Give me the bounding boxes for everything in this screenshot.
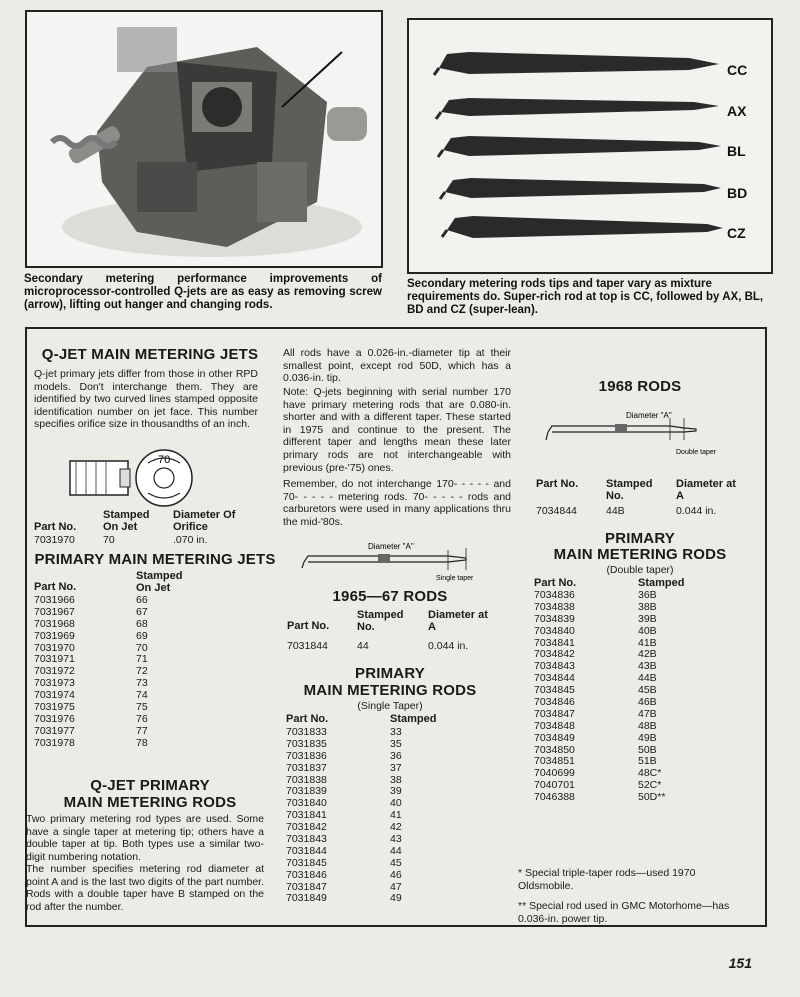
jet-face-number: 70 [158,454,171,466]
primary-jet-partno: 7031976 [34,712,75,725]
middle-p2: Note: Q-jets beginning with serial number 170 have primary metering rods that are 0.080-in. shorter and with a different taper. These started in 1975 and continue to the present. The different taper and lengths mean these later primary rods are not interchangeable with previous (pre-'75) ones. [283,386,511,474]
double-rod-partno: 7034845 [534,684,575,697]
double-rod-stamped: 47B [638,707,657,720]
carburetor-photo [25,10,383,268]
primary-jet-partno: 7031971 [34,653,75,666]
table-row [286,893,486,905]
primary-jets-title: PRIMARY MAIN METERING JETS [34,551,276,568]
double-diagram-diameter-label: Diameter "A" [626,411,672,420]
single-rods-table [286,727,486,905]
single-taper-rod-diagram [298,540,488,584]
single-rod-partno: 7031841 [286,809,327,822]
qjet-rods-title2: MAIN METERING RODS [63,794,237,811]
single-rod-partno: 7031849 [286,892,327,905]
table-row [34,631,234,643]
primary-jets-header-stamped: Stamped On Jet [136,570,183,594]
single-rod-partno: 7031845 [286,856,327,869]
primary-jet-stamped: 72 [136,665,148,678]
rod-label-bl: BL [727,143,746,159]
table-row [534,614,734,626]
primary-jet-partno: 7031968 [34,617,75,630]
single-rods-title1: PRIMARY [354,665,425,682]
double-rods-table [534,590,734,804]
double-diagram-taper-label: Double taper [676,449,717,456]
double-rod-partno: 7040699 [534,767,575,780]
jets-header-stamped: Stamped On Jet [103,509,150,533]
primary-jets-header-partno: Part No. [34,581,77,593]
double-rods-title1: PRIMARY [604,530,675,547]
jets-title: Q-JET MAIN METERING JETS [41,346,259,363]
single-rod-stamped: 35 [390,737,402,750]
single-rod-stamped: 41 [390,809,402,822]
single-rod-partno: 7031846 [286,868,327,881]
double-rod-stamped: 43B [638,660,657,673]
table-row [534,792,734,804]
middle-p1: All rods have a 0.026-in.-diameter tip at their smallest point, except rod 50D, which has a 0.036-in. tip. [283,347,511,385]
rod-label-cc: CC [727,62,748,78]
primary-jet-stamped: 68 [136,617,148,630]
primary-jet-stamped: 70 [136,641,148,654]
table-row [34,607,234,619]
single-rod-partno: 7031838 [286,773,327,786]
double-taper-rod-diagram [540,410,730,458]
single-rod-stamped: 42 [390,821,402,834]
primary-jet-partno: 7031975 [34,701,75,714]
primary-jet-stamped: 69 [136,629,148,642]
rod-label-cz: CZ [727,225,746,241]
rods-6567-diameter: 0.044 in. [428,640,469,652]
single-rod-stamped: 37 [390,761,402,774]
double-rod-partno: 7034847 [534,707,575,720]
rods-1968-header-diameter: Diameter at A [676,478,736,502]
jets-row-diameter: .070 in. [173,534,208,546]
primary-jet-stamped: 73 [136,677,148,690]
primary-jet-partno: 7031972 [34,665,75,678]
primary-jet-partno: 7031973 [34,677,75,690]
double-rod-partno: 7034838 [534,600,575,613]
double-rod-stamped: 36B [638,589,657,601]
rods-1968-header-partno: Part No. [536,478,579,490]
table-row [534,602,734,614]
single-rod-stamped: 38 [390,773,402,786]
double-rod-partno: 7034843 [534,660,575,673]
middle-p3: Remember, do not interchange 170- - - - - and 70- - - - - metering rods. 70- - - - - rods and carburetors were used in many applications thru the mid-'80s. [283,478,511,528]
rods-6567-title: 1965—67 RODS [332,588,448,605]
page-number: 151 [728,955,752,971]
single-rods-header-partno: Part No. [286,713,329,725]
table-row [534,721,734,733]
rods-6567-partno: 7031844 [287,640,328,652]
single-rod-stamped: 45 [390,856,402,869]
rods-6567-stamped: 44 [357,640,369,652]
jets-row-partno: 7031970 [34,534,75,546]
double-rod-partno: 7034850 [534,743,575,756]
table-row [534,733,734,745]
double-rod-stamped: 50D** [638,791,666,804]
primary-jet-partno: 7031974 [34,689,75,702]
qjet-rods-title1: Q-JET PRIMARY [90,777,210,794]
double-rod-stamped: 46B [638,696,657,709]
double-rod-partno: 7046388 [534,791,575,804]
table-row [34,714,234,726]
primary-jet-stamped: 77 [136,724,148,737]
primary-jet-stamped: 74 [136,689,148,702]
double-rod-partno: 7034851 [534,755,575,768]
double-rods-title2: MAIN METERING RODS [553,546,727,563]
primary-jet-stamped: 66 [136,594,148,606]
primary-jet-stamped: 76 [136,712,148,725]
double-rod-stamped: 52C* [638,779,662,792]
single-rod-partno: 7031844 [286,844,327,857]
primary-jet-partno: 7031967 [34,605,75,618]
double-rod-stamped: 48B [638,719,657,732]
double-rods-header-partno: Part No. [534,577,577,589]
double-rod-stamped: 45B [638,684,657,697]
table-row [534,626,734,638]
jets-text: Q-jet primary jets differ from those in other RPD models. Don't interchange them. They are identified by two curved lines stamped opposite identification number on jet face. This number specifies orifice size in thousandths of an inch. [34,368,258,431]
qjet-rods-p2: The number specifies metering rod diameter at point A and is the last two digits of the part number. Rods with a double taper have B stamped on the rod after the number. [26,863,264,913]
single-rod-stamped: 33 [390,726,402,738]
double-rod-partno: 7034836 [534,589,575,601]
single-rod-stamped: 36 [390,749,402,762]
metering-rods-photo [407,18,773,274]
single-rod-partno: 7031837 [286,761,327,774]
single-rod-partno: 7031839 [286,785,327,798]
double-rod-partno: 7034839 [534,612,575,625]
table-row [34,738,234,750]
primary-jet-partno: 7031977 [34,724,75,737]
primary-jet-partno: 7031978 [34,736,75,749]
primary-jets-table [34,595,234,750]
single-rod-partno: 7031847 [286,880,327,893]
table-row [34,619,234,631]
table-row [534,709,734,721]
table-row [286,739,486,751]
rods-1968-title: 1968 RODS [598,378,682,395]
primary-jet-stamped: 75 [136,701,148,714]
double-rod-partno: 7034840 [534,624,575,637]
single-rod-partno: 7031836 [286,749,327,762]
double-rod-stamped: 39B [638,612,657,625]
jets-row-stamped: 70 [103,534,115,546]
single-rod-stamped: 49 [390,892,402,905]
jets-header-diameter: Diameter Of Orifice [173,509,236,533]
single-rod-stamped: 46 [390,868,402,881]
double-rod-stamped: 48C* [638,767,662,780]
single-rod-stamped: 47 [390,880,402,893]
carburetor-illustration [27,12,381,266]
single-rod-stamped: 44 [390,844,402,857]
single-diagram-taper-label: Single taper [436,575,474,582]
jets-header-partno: Part No. [34,521,77,533]
double-rod-stamped: 49B [638,731,657,744]
single-rod-stamped: 43 [390,833,402,846]
table-row [286,870,486,882]
double-rod-stamped: 41B [638,636,657,649]
primary-jet-stamped: 71 [136,653,148,666]
double-rod-partno: 7034842 [534,648,575,661]
rod-label-bd: BD [727,185,748,201]
footnote-2: ** Special rod used in GMC Motorhome—has 0.036-in. power tip. [518,900,730,925]
single-rods-header-stamped: Stamped [390,713,437,725]
double-rod-stamped: 51B [638,755,657,768]
single-rod-stamped: 39 [390,785,402,798]
table-row [286,858,486,870]
double-rod-stamped: 44B [638,672,657,685]
table-row [286,751,486,763]
rods-6567-header-partno: Part No. [287,620,330,632]
double-rods-subtitle: (Double taper) [606,564,674,576]
double-rod-stamped: 50B [638,743,657,756]
footnote-1: * Special triple-taper rods—used 1970 Oldsmobile. [518,867,696,892]
double-rod-stamped: 40B [638,624,657,637]
rod-label-ax: AX [727,103,747,119]
rods-6567-header-stamped: Stamped No. [357,609,404,633]
single-rod-partno: 7031840 [286,797,327,810]
single-rod-partno: 7031843 [286,833,327,846]
single-rod-partno: 7031842 [286,821,327,834]
single-rods-title2: MAIN METERING RODS [303,682,477,699]
right-photo-caption: Secondary metering rods tips and taper vary as mixture requirements do. Super-rich rod at top is CC, followed by AX, BL, BD and CZ (super-lean). [407,278,764,316]
double-rods-header-stamped: Stamped [638,577,685,589]
single-rod-partno: 7031835 [286,737,327,750]
qjet-rods-p1: Two primary metering rod types are used. Some have a single taper at metering tip; others have a double taper at tip. Both types use a similar two-digit numbering notation. [26,813,264,863]
primary-jet-stamped: 67 [136,605,148,618]
primary-jet-stamped: 78 [136,736,148,749]
double-rod-partno: 7034848 [534,719,575,732]
rods-1968-diameter: 0.044 in. [676,505,717,517]
table-row [286,846,486,858]
single-rod-stamped: 40 [390,797,402,810]
rods-1968-stamped: 44B [606,505,625,517]
left-photo-caption: Secondary metering performance improvements of microprocessor-controlled Q-jets are as easy as removing screw (arrow), lifting out hanger and changing rods. [24,273,382,311]
table-row [34,726,234,738]
jets-row [34,535,75,547]
double-rod-partno: 7034844 [534,672,575,685]
rods-1968-partno: 7034844 [536,505,577,517]
double-rod-partno: 7034849 [534,731,575,744]
double-rod-stamped: 42B [638,648,657,661]
primary-jet-partno: 7031969 [34,629,75,642]
single-diagram-diameter-label: Diameter "A" [368,542,414,551]
primary-jet-partno: 7031970 [34,641,75,654]
rods-1968-header-stamped: Stamped No. [606,478,653,502]
primary-jet-partno: 7031966 [34,594,75,606]
double-rod-partno: 7034841 [534,636,575,649]
jet-diagram [66,447,202,509]
double-rod-partno: 7040701 [534,779,575,792]
single-rods-subtitle: (Single Taper) [357,700,423,712]
rods-6567-header-diameter: Diameter at A [428,609,488,633]
double-rod-stamped: 38B [638,600,657,613]
metering-rods-illustration [409,20,771,272]
table-row [286,763,486,775]
single-rod-partno: 7031833 [286,726,327,738]
double-rod-partno: 7034846 [534,696,575,709]
